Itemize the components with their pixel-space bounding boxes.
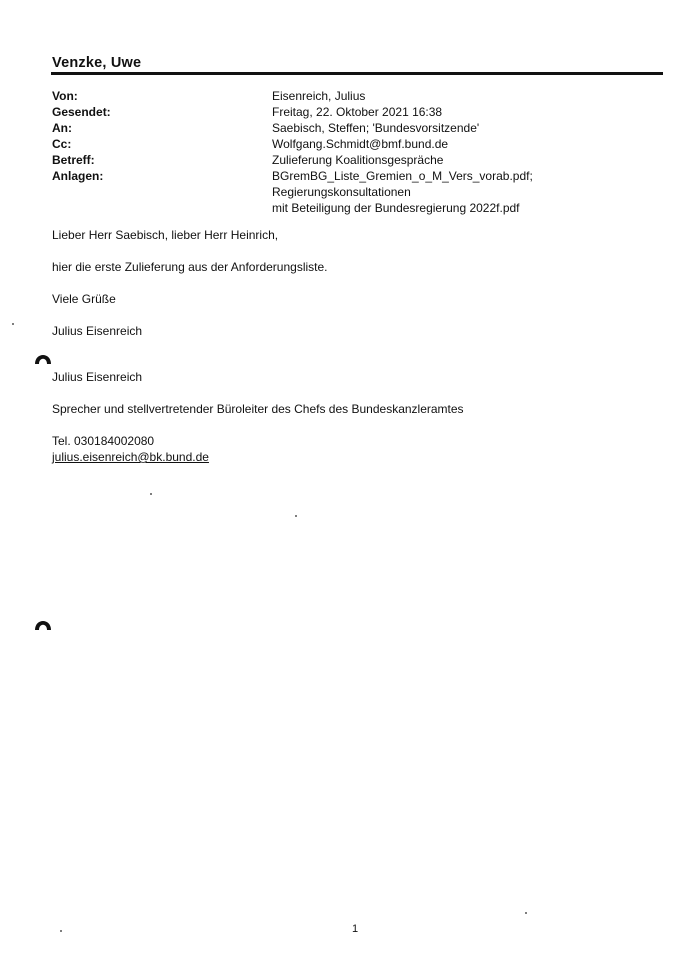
email-body <box>52 227 652 465</box>
signature-title: Sprecher und stellvertretender Büroleiter des Chefs des Bundeskanzleramtes <box>52 402 464 416</box>
body-text: hier die erste Zulieferung aus der Anforderungsliste. <box>52 260 328 274</box>
cc-value: Wolfgang.Schmidt@bmf.bund.de <box>272 137 449 151</box>
closing: Viele Grüße <box>52 292 116 306</box>
spacer <box>52 355 652 369</box>
attachments-line-1: BGremBG_Liste_Gremien_o_M_Vers_vorab.pdf; Regierungskonsultationen <box>272 169 533 199</box>
signature-phone: Tel. 030184002080 <box>52 434 155 448</box>
signature-name: Julius Eisenreich <box>52 370 143 384</box>
punch-hole-mark-icon <box>33 612 53 632</box>
page-number: 1 <box>352 923 359 935</box>
scan-speck <box>60 930 62 932</box>
scan-speck <box>150 493 152 495</box>
cc-label: Cc: <box>52 137 72 151</box>
from-value: Eisenreich, Julius <box>272 89 366 103</box>
signature-email[interactable]: julius.eisenreich@bk.bund.de <box>52 450 209 464</box>
attachments-value <box>272 168 652 216</box>
sent-value: Freitag, 22. Oktober 2021 16:38 <box>272 105 443 119</box>
subject-label: Betreff: <box>52 153 95 167</box>
scan-speck <box>12 323 14 325</box>
to-label: An: <box>52 121 72 135</box>
greeting: Lieber Herr Saebisch, lieber Herr Heinrich, <box>52 228 279 242</box>
attachments-line-2: mit Beteiligung der Bundesregierung 2022f.pdf <box>272 201 520 215</box>
from-label: Von: <box>52 89 78 103</box>
body-signature-name: Julius Eisenreich <box>52 324 143 338</box>
attachments-label: Anlagen: <box>52 169 104 183</box>
subject-value: Zulieferung Koalitionsgespräche <box>272 153 444 167</box>
punch-hole-mark-icon <box>33 346 53 366</box>
header-row-subject <box>52 152 652 168</box>
header-row-cc <box>52 136 652 152</box>
scan-speck <box>525 912 527 914</box>
header-row-from <box>52 88 652 104</box>
mailbox-owner: Venzke, Uwe <box>52 55 142 71</box>
email-header <box>52 88 652 215</box>
header-row-attachments <box>52 168 652 215</box>
signature-email-link[interactable] <box>52 449 652 465</box>
header-row-to <box>52 120 652 136</box>
header-rule <box>51 72 663 75</box>
scan-speck <box>295 515 297 517</box>
to-value: Saebisch, Steffen; 'Bundesvorsitzende' <box>272 121 480 135</box>
header-row-sent <box>52 104 652 120</box>
sent-label: Gesendet: <box>52 105 111 119</box>
